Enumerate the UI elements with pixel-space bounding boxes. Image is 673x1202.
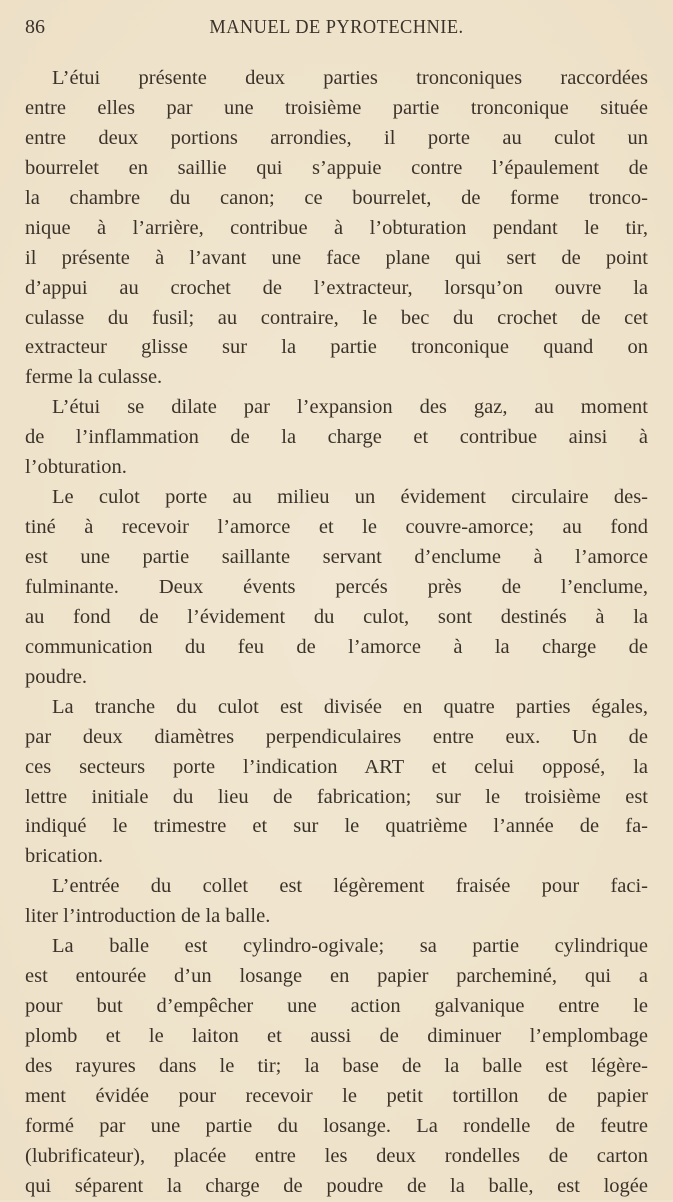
text-line: par deux diamètres perpendiculaires entre eux. Un de xyxy=(25,725,648,748)
text-line: d’appui au crochet de l’extracteur, lorsqu’on ouvre la xyxy=(25,276,648,299)
text-line: Le culot porte au milieu un évidement circulaire des- xyxy=(52,486,648,509)
text-line: liter l’introduction de la balle. xyxy=(25,905,271,928)
text-line: ces secteurs porte l’indication ART et celui opposé, la xyxy=(25,755,648,778)
running-title: MANUEL DE PYROTECHNIE. xyxy=(209,16,464,38)
text-line: communication du feu de l’amorce à la charge de xyxy=(25,635,648,658)
paragraph xyxy=(25,872,648,932)
text-line: La balle est cylindro-ogivale; sa partie cylindrique xyxy=(52,935,648,958)
text-line: est une partie saillante servant d’enclume à l’amorce xyxy=(25,546,648,568)
text-line: plomb et le laiton et aussi de diminuer l’emplombage xyxy=(25,1025,648,1047)
text-line: poudre. xyxy=(25,665,88,688)
text-line: qui séparent la charge de poudre de la balle, est logée xyxy=(25,1174,648,1197)
text-line: La tranche du culot est divisée en quatre parties égales, xyxy=(52,695,648,718)
paragraph xyxy=(25,483,648,693)
text-line: la chambre du canon; ce bourrelet, de forme tronco- xyxy=(25,186,648,209)
text-line: bourrelet en saillie qui s’appuie contre l’épaulement de xyxy=(25,156,648,179)
text-line: indiqué le trimestre et sur le quatrième l’année de fa- xyxy=(25,815,648,838)
text-line: extracteur glisse sur la partie tronconique quand on xyxy=(25,336,648,359)
text-line: L’étui se dilate par l’expansion des gaz, au moment xyxy=(52,396,648,419)
text-line: tiné à recevoir l’amorce et le couvre-amorce; au fond xyxy=(25,516,648,539)
text-line: pour but d’empêcher une action galvanique entre le xyxy=(25,995,648,1018)
text-line: nique à l’arrière, contribue à l’obturation pendant le tir, xyxy=(25,216,648,239)
text-line: l’obturation. xyxy=(25,456,127,479)
text-line: L’entrée du collet est légèrement fraisée pour faci- xyxy=(52,875,648,898)
paragraph xyxy=(25,693,648,873)
text-line: au fond de l’évidement du culot, sont destinés à la xyxy=(25,605,648,628)
text-line: il présente à l’avant une face plane qui sert de point xyxy=(25,246,648,269)
paragraph xyxy=(25,393,648,483)
paragraph xyxy=(25,64,648,393)
text-line: ferme la culasse. xyxy=(25,366,163,389)
page-header xyxy=(25,16,648,44)
text-line: culasse du fusil; au contraire, le bec du crochet de cet xyxy=(25,306,648,329)
text-line: ment évidée pour recevoir le petit tortillon de papier xyxy=(25,1084,648,1107)
page-number: 86 xyxy=(25,16,45,38)
text-line: entre elles par une troisième partie tronconique située xyxy=(25,96,648,119)
text-line: lettre initiale du lieu de fabrication; sur le troisième est xyxy=(25,785,648,808)
text-line: de l’inflammation de la charge et contribue ainsi à xyxy=(25,426,648,449)
text-line: entre deux portions arrondies, il porte au culot un xyxy=(25,126,648,149)
text-line: fulminante. Deux évents percés près de l’enclume, xyxy=(25,575,648,598)
page-body xyxy=(25,64,648,1202)
text-line: est entourée d’un losange en papier parcheminé, qui a xyxy=(25,965,648,988)
paragraph xyxy=(25,932,648,1201)
text-line: L’étui présente deux parties tronconiques raccordées xyxy=(52,67,648,89)
text-line: (lubrificateur), placée entre les deux rondelles de carton xyxy=(25,1144,648,1167)
text-line: brication. xyxy=(25,845,103,868)
text-line: formé par une partie du losange. La rondelle de feutre xyxy=(25,1114,648,1137)
text-line: des rayures dans le tir; la base de la balle est légère- xyxy=(25,1054,648,1077)
